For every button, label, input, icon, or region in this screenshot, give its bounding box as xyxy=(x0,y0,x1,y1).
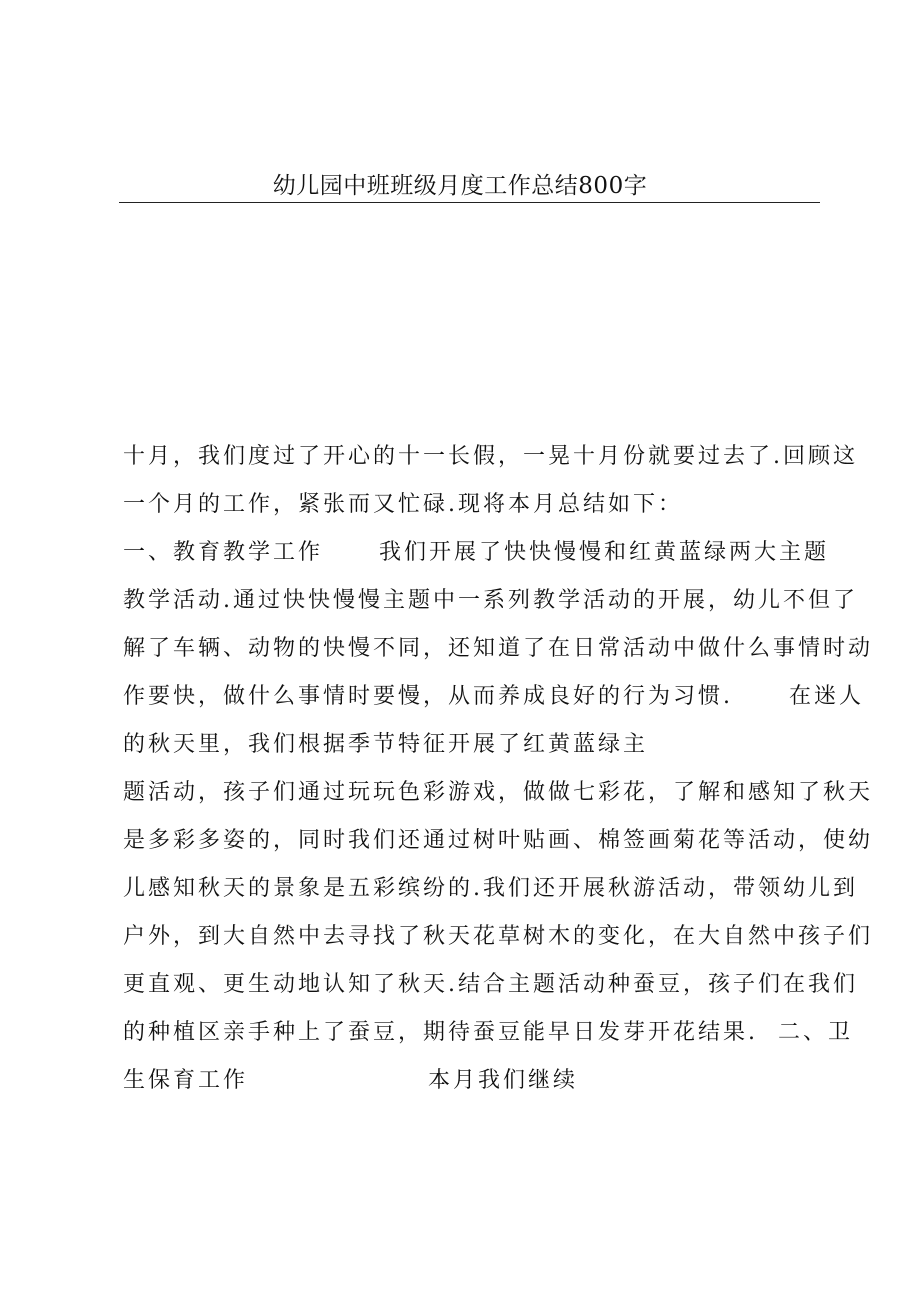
body-line-11 xyxy=(123,917,874,965)
body-line-1 xyxy=(123,437,858,485)
body-text: 户外，到大自然中去寻找了秋天花草树木的变化，在大自然中孩子们 xyxy=(123,924,874,949)
body-line-3 xyxy=(123,533,830,581)
body-text: 题活动，孩子们通过玩玩色彩游戏，做做七彩花，了解和感知了秋天 xyxy=(123,780,874,805)
body-text: 本月我们继续 xyxy=(428,1068,579,1093)
document-body xyxy=(123,437,874,1109)
section-heading-education: 一、教育教学工作 xyxy=(123,540,324,565)
body-text: 教学活动.通过快快慢慢主题中一系列教学活动的开展，幼儿不但了 xyxy=(123,588,858,613)
body-text: 更直观、更生动地认知了秋天.结合主题活动种蚕豆，孩子们在我们 xyxy=(123,972,858,997)
body-line-8 xyxy=(123,773,874,821)
title-underline xyxy=(119,202,820,203)
document-title: 幼儿园中班班级月度工作总结800字 xyxy=(272,173,648,199)
body-line-9 xyxy=(123,821,874,869)
body-text: 作要快，做什么事情时要慢，从而养成良好的行为习惯. xyxy=(123,684,733,709)
section-heading-hygiene-cont: 生保育工作 xyxy=(123,1068,249,1093)
body-text: 是多彩多姿的，同时我们还通过树叶贴画、棉签画菊花等活动，使幼 xyxy=(123,828,874,853)
section-heading-hygiene: 二、卫 xyxy=(778,1020,854,1045)
body-text: 我们开展了快快慢慢和红黄蓝绿两大主题 xyxy=(379,540,830,565)
body-text: 儿感知秋天的景象是五彩缤纷的.我们还开展秋游活动，带领幼儿到 xyxy=(123,876,858,901)
body-text: 的秋天里，我们根据季节特征开展了红黄蓝绿主 xyxy=(123,732,649,757)
body-text: 的种植区亲手种上了蚕豆，期待蚕豆能早日发芽开花结果. xyxy=(123,1020,758,1045)
body-line-4 xyxy=(123,581,858,629)
body-line-10 xyxy=(123,869,858,917)
body-line-2 xyxy=(123,485,823,533)
body-text: 一个月的工作，紧张而又忙碌.现将本月总结如下： xyxy=(123,492,683,517)
body-text: 解了车辆、动物的快慢不同，还知道了在日常活动中做什么事情时动 xyxy=(123,636,874,661)
body-line-7 xyxy=(123,725,823,773)
body-text: 十月，我们度过了开心的十一长假，一晃十月份就要过去了.回顾这 xyxy=(123,444,858,469)
body-line-5 xyxy=(123,629,874,677)
body-line-13 xyxy=(123,1013,854,1061)
body-line-12 xyxy=(123,965,858,1013)
body-line-6 xyxy=(123,677,865,725)
body-text: 在迷人 xyxy=(789,684,865,709)
body-line-14 xyxy=(123,1061,823,1109)
